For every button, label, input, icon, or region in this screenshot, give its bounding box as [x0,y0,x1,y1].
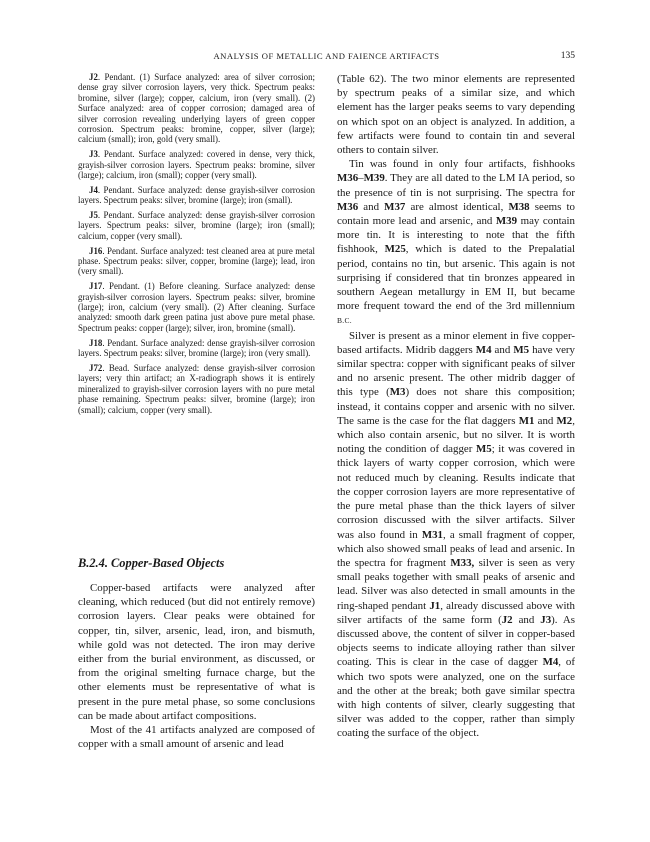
text-run: and [491,343,514,356]
body-paragraph [337,329,575,741]
artifact-entry [78,246,315,277]
text-run: and [512,613,541,626]
artifact-id: J16 [89,245,103,256]
artifact-entry [78,210,315,241]
artifact-description: . Pendant. Surface analyzed: test cleaned area at pure metal phase. Spectrum peaks: silver, copper, bromine (large); lead, iron (very small). [78,245,315,277]
text-run: and [358,200,385,213]
artifact-id: J18 [89,337,103,348]
running-title: ANALYSIS OF METALLIC AND FAIENCE ARTIFACTS [213,51,440,61]
artifact-reference: M5 [475,443,492,456]
artifact-reference: M36 [337,200,359,213]
artifact-entry [78,149,315,180]
artifact-reference: M2 [556,414,573,427]
body-paragraph: Copper-based artifacts were analyzed after cleaning, which reduced (but did not entirely remove) corrosion layers. Clear peaks were obtained for copper, tin, silver, arsenic, lead, iron, and bismuth, while gold was not detected. The iron may derive either from the burial environment, as discussed, or from the original smelting furnace charge, but the other elements must be representative of what is present in the pure metal phase, so some conclusions can be made about artifact compositions. [78,582,315,722]
artifact-reference: M33, [450,556,475,569]
artifact-reference: M3 [389,386,406,399]
artifact-reference: M1 [518,414,535,427]
text-run: Tin was found in only four artifacts, fishhooks [349,158,575,171]
text-run: , a small fragment of copper, which also showed small peaks of lead and arsenic. In the spectra for fragment [337,528,575,569]
artifact-entry [78,281,315,333]
artifact-reference: J1 [429,599,441,612]
text-run: seems to contain more lead and arsenic, and [337,200,575,228]
left-column [78,72,315,751]
artifact-reference: M38 [508,200,530,213]
text-run: B.C. [337,316,352,326]
text-run: Silver is present as a minor element in five copper-based artifacts. Midrib daggers [337,329,575,356]
artifact-reference: M39 [363,172,385,185]
artifact-entry [78,185,315,206]
artifact-id: J2 [89,72,98,82]
artifact-description: . Pendant. Surface analyzed: covered in dense, very thick, grayish-silver corrosion layers. Spectrum peaks: bromine, silver (large); calcium, iron (small); copper (very small). [78,149,315,181]
artifact-description: . Pendant. Surface analyzed: dense grayish-silver corrosion layers. Spectrum peaks: silver, bromine (large); iron (small); calcium, copper (very small). [78,210,315,241]
text-run: ). As discussed above, the content of silver in copper-based objects seems to indicate alloying rather than silver coating. This is clear in the case of dagger [337,613,576,669]
artifact-reference: M25 [384,243,406,256]
text-run: and [534,414,557,427]
body-paragraph: Most of the 41 artifacts analyzed are composed of copper with a small amount of arsenic and lead [78,724,315,751]
text-run: , which also contain arsenic, but no silver. It is worth noting the condition of dagger [337,414,575,456]
artifact-reference: J2 [501,613,513,626]
section-heading: B.2.4. Copper-Based Objects [78,556,225,570]
artifact-reference: M4 [542,656,559,669]
artifact-description: . Pendant. (1) Surface analyzed: area of silver corrosion; dense gray silver corrosion layers, very thick. Spectrum peaks: bromine, silver (large); copper, calcium, iron (very small). (2) Surface analyzed: area of copper corrosion; damaged area of silver corrosion revealing underlying layers of green copper corrosion. Spectrum peaks: bromine, copper, silver (large); calcium (small); iron, gold (very small). [78,72,315,145]
text-run: – [358,172,364,185]
artifact-id: J4 [89,184,98,195]
text-run: , of which two spots were analyzed, one on the surface and the other at the break; both gave similar spectra with high contents of silver, clearly suggesting that silver was added to the copper, rather than simply coating the surface of the object. [337,656,575,740]
artifact-description: . Bead. Surface analyzed: dense grayish-silver corrosion layers; very thin artifact; an X-radiograph shows it is entirely mineralized to grayish-silver corrosion layers with no pure metal phase remaining. Spectrum peaks: silver, bromine (large); iron (small); calcium, copper (very small). [78,362,315,415]
artifact-description: . Pendant. Surface analyzed: dense grayish-silver corrosion layers. Spectrum peaks: silver, bromine (large); iron (small). [78,184,315,206]
page-number: 135 [560,51,575,61]
artifact-id: J17 [89,281,103,292]
text-run: have very similar spectra: copper with significant peaks of silver and no arsenic present. The other midrib dagger of this type ( [337,343,575,399]
running-header [78,51,575,63]
body-paragraph: (Table 62). The two minor elements are represented by spectrum peaks of a similar size, and which element has the larger peaks seems to vary depending on which spot on an object is analyzed. In addition, a few artifacts were found to contain tin and several others to contain silver. [337,73,575,157]
artifact-id: J3 [89,149,98,160]
text-run: . They are all dated to the LM IA period, so the presence of tin is not surprising. The spectra for [337,172,575,199]
artifact-reference: M31 [421,528,443,541]
text-run: ; it was covered in thick layers of warty copper corrosion, which were not reduced much by cleaning. Results indicate that the copper corrosion layers are more representative of the pure metal phase than the thick layers of silver corrosion discussed with the silver artifacts. Silver was also found in [337,443,576,541]
text-run: may contain more tin. It is interesting to note that the fifth fishhook, [337,215,575,256]
artifact-reference: M5 [513,343,530,356]
body-paragraph [337,157,575,328]
text-run: , already discussed above with silver artifacts of the same form ( [337,599,575,626]
text-run: , which is dated to the Prepalatial period, contains no tin, but arsenic. This again is not surprising if considered that tin bronzes appeared in southern Aegean metallurgy in EM II, but became more frequent toward the end of the 3rd millennium [337,243,575,313]
artifact-reference: M4 [475,343,492,356]
artifact-entries [78,72,315,415]
artifact-description: . Pendant. Surface analyzed: dense grayish-silver corrosion layers. Spectrum peaks: silver, bromine (large); iron (very small). [78,337,315,359]
artifact-reference: J3 [540,613,552,626]
artifact-reference: M36 [337,172,359,185]
artifact-entry [78,72,315,145]
right-column [337,72,575,741]
text-run: ) does not share this composition; instead, it contains copper and arsenic with no silver. The same is the case for the flat daggers [337,386,575,427]
artifact-id: J5 [89,210,98,221]
text-run: are almost identical, [405,200,509,213]
artifact-reference: M39 [495,215,518,228]
artifact-description: . Pendant. (1) Before cleaning. Surface analyzed: dense grayish-silver corrosion layers. Spectrum peaks: silver, bromine (large); iron, calcium (very small). (2) After cleaning. Surface analyzed: smooth dark green patina just above pure metal phase. Spectrum peaks: copper (large); silver, iron, bromine (small). [78,281,315,333]
artifact-entry [78,363,315,415]
text-run: silver is seen as very small peaks together with small peaks of arsenic and lead. Silver was also detected in small amounts in the ring-shaped pendant [337,556,575,612]
artifact-entry [78,338,315,359]
artifact-id: J72 [89,362,103,373]
section-body [78,581,315,751]
artifact-reference: M37 [384,200,406,213]
